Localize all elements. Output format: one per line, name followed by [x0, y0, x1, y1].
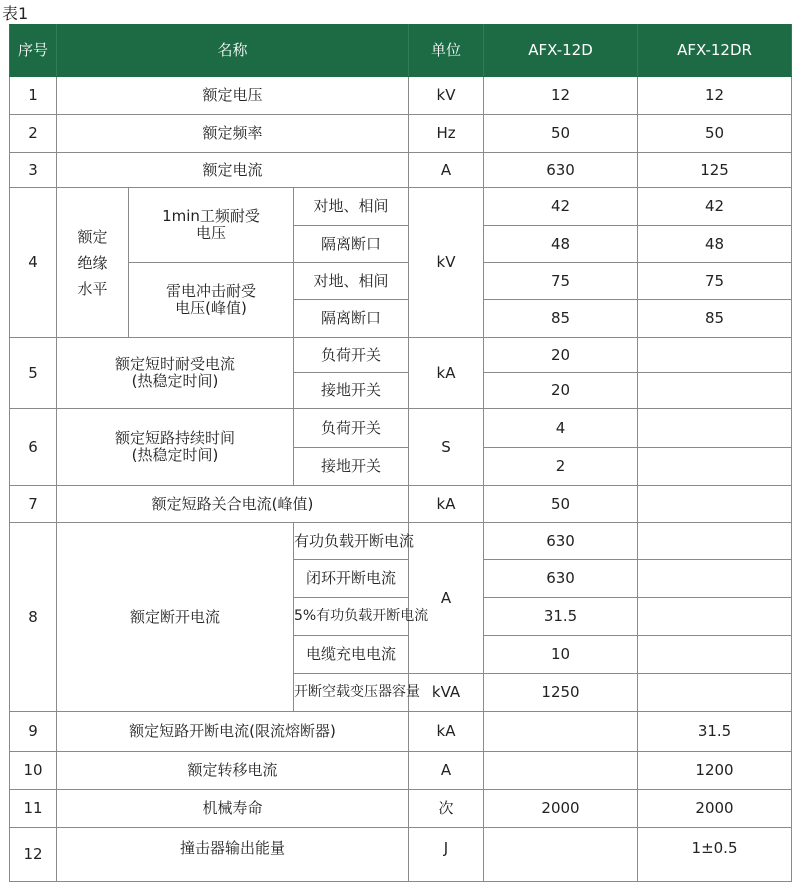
row-sub-name: 接地开关 — [294, 448, 409, 486]
row-value-1: 630 — [484, 523, 638, 560]
row-value-2: 12 — [638, 77, 792, 115]
row-name: 额定短路持续时间 (热稳定时间) — [57, 409, 294, 486]
header-model-2: AFX-12DR — [638, 25, 792, 77]
row-sub-name: 接地开关 — [294, 373, 409, 409]
row-sub-name: 隔离断口 — [294, 226, 409, 263]
row-name: 机械寿命 — [57, 790, 409, 828]
row-value-1: 20 — [484, 338, 638, 373]
row-value-2: 85 — [638, 300, 792, 338]
row-unit: 次 — [409, 790, 484, 828]
row-value-1: 630 — [484, 560, 638, 598]
row-group-name: 1min工频耐受 电压 — [129, 188, 294, 263]
row-value-2: 1±0.5 — [638, 828, 792, 882]
row-sub-name: 对地、相间 — [294, 188, 409, 226]
row-unit: kA — [409, 338, 484, 409]
row-value-1: 20 — [484, 373, 638, 409]
row-unit: A — [409, 153, 484, 188]
row-name: 额定短路关合电流(峰值) — [57, 486, 409, 523]
row-value-2: 2000 — [638, 790, 792, 828]
row-value-1: 48 — [484, 226, 638, 263]
row-value-1: 85 — [484, 300, 638, 338]
row-value-2 — [638, 373, 792, 409]
row-value-2 — [638, 448, 792, 486]
spec-table — [9, 24, 792, 882]
row-value-1: 630 — [484, 153, 638, 188]
row-name: 额定 绝缘 水平 — [57, 188, 129, 338]
row-no: 8 — [10, 523, 57, 712]
row-value-1: 4 — [484, 409, 638, 448]
row-group-name: 雷电冲击耐受 电压(峰值) — [129, 263, 294, 338]
row-unit: J — [409, 828, 484, 882]
row-no: 4 — [10, 188, 57, 338]
table-row — [10, 77, 792, 115]
row-no: 12 — [10, 828, 57, 882]
row-unit: kVA — [409, 674, 484, 712]
table-row — [10, 115, 792, 153]
table-row — [10, 409, 792, 448]
row-sub-name: 对地、相间 — [294, 263, 409, 300]
row-value-1: 42 — [484, 188, 638, 226]
row-sub-name: 开断空载变压器容量 — [294, 674, 409, 712]
row-value-1 — [484, 752, 638, 790]
row-name: 额定短路开断电流(限流熔断器) — [57, 712, 409, 752]
row-value-2: 42 — [638, 188, 792, 226]
table-row — [10, 790, 792, 828]
row-no: 10 — [10, 752, 57, 790]
row-value-1: 31.5 — [484, 598, 638, 636]
table-row — [10, 752, 792, 790]
header-unit: 单位 — [409, 25, 484, 77]
header-no: 序号 — [10, 25, 57, 77]
row-value-2 — [638, 338, 792, 373]
row-unit: A — [409, 523, 484, 674]
row-value-1: 75 — [484, 263, 638, 300]
row-no: 3 — [10, 153, 57, 188]
row-value-2: 48 — [638, 226, 792, 263]
row-name: 额定电流 — [57, 153, 409, 188]
row-name: 额定短时耐受电流 (热稳定时间) — [57, 338, 294, 409]
row-value-2: 125 — [638, 153, 792, 188]
row-value-1: 10 — [484, 636, 638, 674]
row-value-2 — [638, 486, 792, 523]
row-unit: kA — [409, 486, 484, 523]
row-name: 撞击器输出能量 — [57, 828, 409, 882]
table-row — [10, 523, 792, 560]
row-value-1: 2000 — [484, 790, 638, 828]
row-unit: S — [409, 409, 484, 486]
row-value-1 — [484, 712, 638, 752]
row-no: 6 — [10, 409, 57, 486]
row-no: 7 — [10, 486, 57, 523]
row-name: 额定频率 — [57, 115, 409, 153]
row-sub-name: 电缆充电电流 — [294, 636, 409, 674]
row-sub-name: 5%有功负载开断电流 — [294, 598, 409, 636]
row-value-1: 50 — [484, 115, 638, 153]
row-unit: A — [409, 752, 484, 790]
row-unit: Hz — [409, 115, 484, 153]
row-name: 额定电压 — [57, 77, 409, 115]
row-value-2 — [638, 560, 792, 598]
row-value-2 — [638, 598, 792, 636]
header-name: 名称 — [57, 25, 409, 77]
row-sub-name: 隔离断口 — [294, 300, 409, 338]
row-no: 11 — [10, 790, 57, 828]
row-value-1: 12 — [484, 77, 638, 115]
row-unit: kV — [409, 188, 484, 338]
row-value-2: 1200 — [638, 752, 792, 790]
header-model-1: AFX-12D — [484, 25, 638, 77]
row-value-2 — [638, 674, 792, 712]
row-name: 额定转移电流 — [57, 752, 409, 790]
table-row — [10, 153, 792, 188]
row-sub-name: 负荷开关 — [294, 409, 409, 448]
row-value-1: 50 — [484, 486, 638, 523]
table-caption: 表1 — [2, 4, 29, 23]
row-no: 1 — [10, 77, 57, 115]
row-sub-name: 有功负载开断电流 — [294, 523, 409, 560]
table-row — [10, 188, 792, 226]
row-value-2 — [638, 523, 792, 560]
header-row — [10, 25, 792, 77]
table-row — [10, 338, 792, 373]
row-unit: kA — [409, 712, 484, 752]
row-value-2 — [638, 409, 792, 448]
table-row — [10, 486, 792, 523]
row-sub-name: 负荷开关 — [294, 338, 409, 373]
row-unit: kV — [409, 77, 484, 115]
row-name: 额定断开电流 — [57, 523, 294, 712]
row-no: 9 — [10, 712, 57, 752]
row-no: 5 — [10, 338, 57, 409]
table-row — [10, 712, 792, 752]
row-value-2: 75 — [638, 263, 792, 300]
row-no: 2 — [10, 115, 57, 153]
row-value-1: 1250 — [484, 674, 638, 712]
row-value-2: 31.5 — [638, 712, 792, 752]
row-sub-name: 闭环开断电流 — [294, 560, 409, 598]
row-value-2: 50 — [638, 115, 792, 153]
row-value-1: 2 — [484, 448, 638, 486]
table-row — [10, 828, 792, 882]
row-value-1 — [484, 828, 638, 882]
row-value-2 — [638, 636, 792, 674]
